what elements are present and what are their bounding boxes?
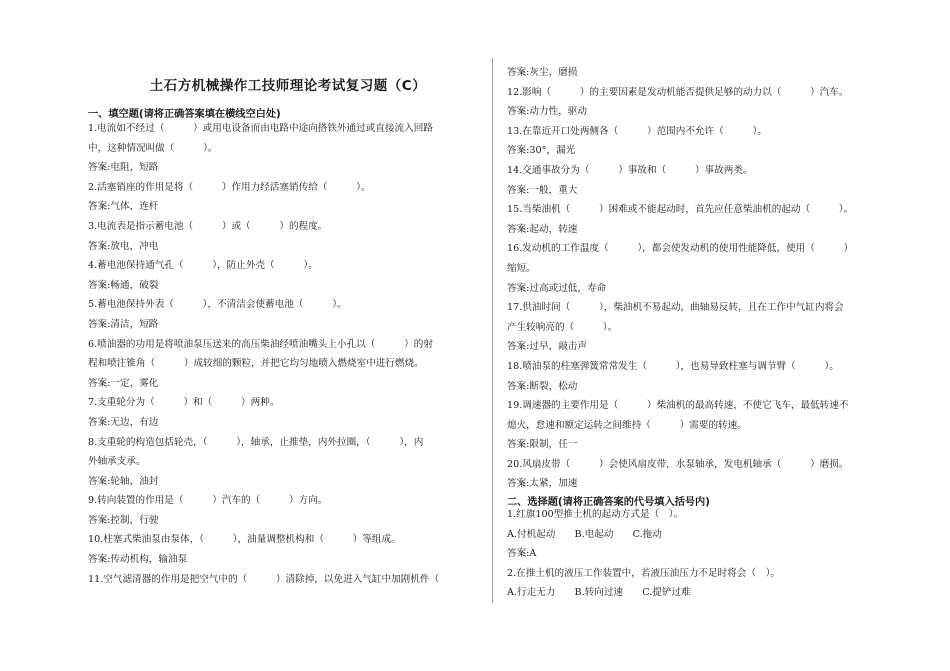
question-20: 20.风扇皮带（ ）会使风扇皮带，水泵轴承，发电机轴承（ ）磨损。 bbox=[507, 458, 849, 470]
answer-6: 答案:一定，雾化 bbox=[88, 377, 159, 389]
answer-2: 答案:气体，连杆 bbox=[88, 201, 159, 213]
answer-8: 答案:轮轴，油封 bbox=[88, 475, 159, 487]
question-8 bbox=[88, 433, 488, 472]
question-1 bbox=[88, 119, 488, 158]
question-18: 18.喷油泵的柱塞弹簧常常发生（ ），也易导致柱塞与调节臂（ ）。 bbox=[507, 360, 839, 372]
answer-18: 答案:断裂，松动 bbox=[507, 380, 578, 392]
question-2: 2.活塞销座的作用是将（ ）作用力经活塞销传给（ ）。 bbox=[88, 181, 371, 193]
question-text-cont: 外轴承支承。 bbox=[88, 456, 146, 468]
question-3: 3.电流表是指示蓄电池（ ）或（ ）的程度。 bbox=[88, 220, 328, 232]
question-text: 16.发动机的工作温度（ ），都会使发动机的使用性能降低，使用（ ） bbox=[507, 243, 854, 255]
question-text: 8.支重轮的构造包括轮壳，（ ），轴承，止推垫，内外拉圈，（ ），内 bbox=[88, 436, 424, 448]
question-14: 14.交通事故分为（ ）事故和（ ）事故两类。 bbox=[507, 164, 753, 176]
choice-question-1: 1.红旗100型推土机的起动方式是（ ）。 bbox=[507, 509, 684, 520]
question-19 bbox=[507, 396, 891, 435]
section-heading-multiple-choice: 二、选择题(请将正确答案的代号填入括号内) bbox=[507, 497, 710, 508]
question-17 bbox=[507, 298, 891, 337]
choice-answer-1: 答案:A bbox=[507, 548, 537, 560]
fill-blank-list bbox=[88, 119, 488, 589]
question-7: 7.支重轮分为（ ）和（ ）两种。 bbox=[88, 397, 280, 409]
answer-19: 答案:限制，任一 bbox=[507, 439, 578, 451]
answer-16: 答案:过高或过低，寿命 bbox=[507, 282, 607, 294]
question-text: 17.供油时间（ ），柴油机不易起动，曲轴易反转，且在工作中气缸内将会 bbox=[507, 302, 844, 314]
choice-options-1: A.付机起动 B.电起动 C.拖动 bbox=[507, 528, 662, 540]
answer-10: 答案:传动机构，输油泵 bbox=[88, 554, 188, 566]
question-10: 10.柱塞式柴油泵由泵体，（ ），油量调整机构和（ ）等组成。 bbox=[88, 534, 401, 546]
answer-17: 答案:过早，敲击声 bbox=[507, 341, 587, 353]
answer-20: 答案:太紧，加速 bbox=[507, 478, 578, 490]
answer-12: 答案:动力性，驱动 bbox=[507, 106, 587, 118]
question-12: 12.影响（ ）的主要因素是发动机能否提供足够的动力以（ ）汽车。 bbox=[507, 86, 849, 98]
fill-blank-list-cont bbox=[507, 63, 891, 494]
answer-14: 答案:一般，重大 bbox=[507, 184, 578, 196]
answer-1: 答案:电阻，短路 bbox=[88, 162, 159, 174]
question-5: 5.蓄电池保持外表（ ），不清洁会使蓄电池（ ）。 bbox=[88, 299, 347, 311]
answer-3: 答案:放电，冲电 bbox=[88, 240, 159, 252]
question-13: 13.在靠近开口处两侧各（ ）范围内不允许（ ）。 bbox=[507, 125, 767, 137]
question-text-cont: 中，这种情况叫做（ ）。 bbox=[88, 142, 218, 154]
question-text-cont: 程和喷注锥角（ ）成较细的颗粒，并把它均匀地喷入燃烧室中进行燃烧。 bbox=[88, 358, 424, 370]
column-divider bbox=[492, 58, 493, 603]
answer-13: 答案:30°，漏光 bbox=[507, 145, 576, 157]
question-text-cont: 熄火，怠速和额定运转之间维持（ ）需要的转速。 bbox=[507, 419, 747, 431]
question-6 bbox=[88, 335, 488, 374]
question-text: 1.电流如不经过（ ）或用电设备而由电路中途向搭铁外通过或直接流入回路 bbox=[88, 123, 433, 134]
question-4: 4.蓄电池保持通气孔（ ），防止外壳（ ）。 bbox=[88, 260, 318, 272]
question-9: 9.转向装置的作用是（ ）汽车的（ ）方向。 bbox=[88, 495, 328, 507]
page-title: 土石方机械操作工技师理论考试复习题（C） bbox=[149, 78, 427, 94]
choice-question-2: 2.在推土机的液压工作装置中，若液压油压力不足时将会（ ）。 bbox=[507, 567, 780, 579]
answer-9: 答案:控制，行驶 bbox=[88, 514, 159, 526]
answer-15: 答案:起动，转速 bbox=[507, 223, 578, 235]
answer-4: 答案:畅通，破裂 bbox=[88, 279, 159, 291]
section-heading-fill-blank: 一、填空题(请将正确答案填在横线空白处) bbox=[88, 109, 281, 120]
answer-7: 答案:无边，有边 bbox=[88, 416, 159, 428]
question-text: 19.调速器的主要作用是（ ）柴油机的最高转速，不使它飞车，最低转速不 bbox=[507, 400, 849, 412]
question-16 bbox=[507, 239, 891, 278]
question-text: 6.喷油器的功用是将喷油泵压送来的高压柴油经喷油嘴头上小孔以（ ）的射 bbox=[88, 338, 433, 350]
question-text-cont: 产生较响亮的（ ）。 bbox=[507, 321, 618, 333]
choice-options-2: A.行走无力 B.转向过速 C.提铲过难 bbox=[507, 587, 691, 599]
answer-5: 答案:清洁，短路 bbox=[88, 318, 159, 330]
answer-11: 答案:灰尘，磨损 bbox=[507, 67, 578, 78]
question-15: 15.当柴油机（ ）困难或不能起动时，首先应任意柴油机的起动（ ）。 bbox=[507, 204, 854, 216]
question-11: 11.空气滤清器的作用是把空气中的（ ）清除掉，以免进入气缸中加剧机件（ bbox=[88, 573, 440, 585]
choice-list bbox=[507, 505, 891, 603]
question-text-cont: 缩短。 bbox=[507, 262, 536, 274]
